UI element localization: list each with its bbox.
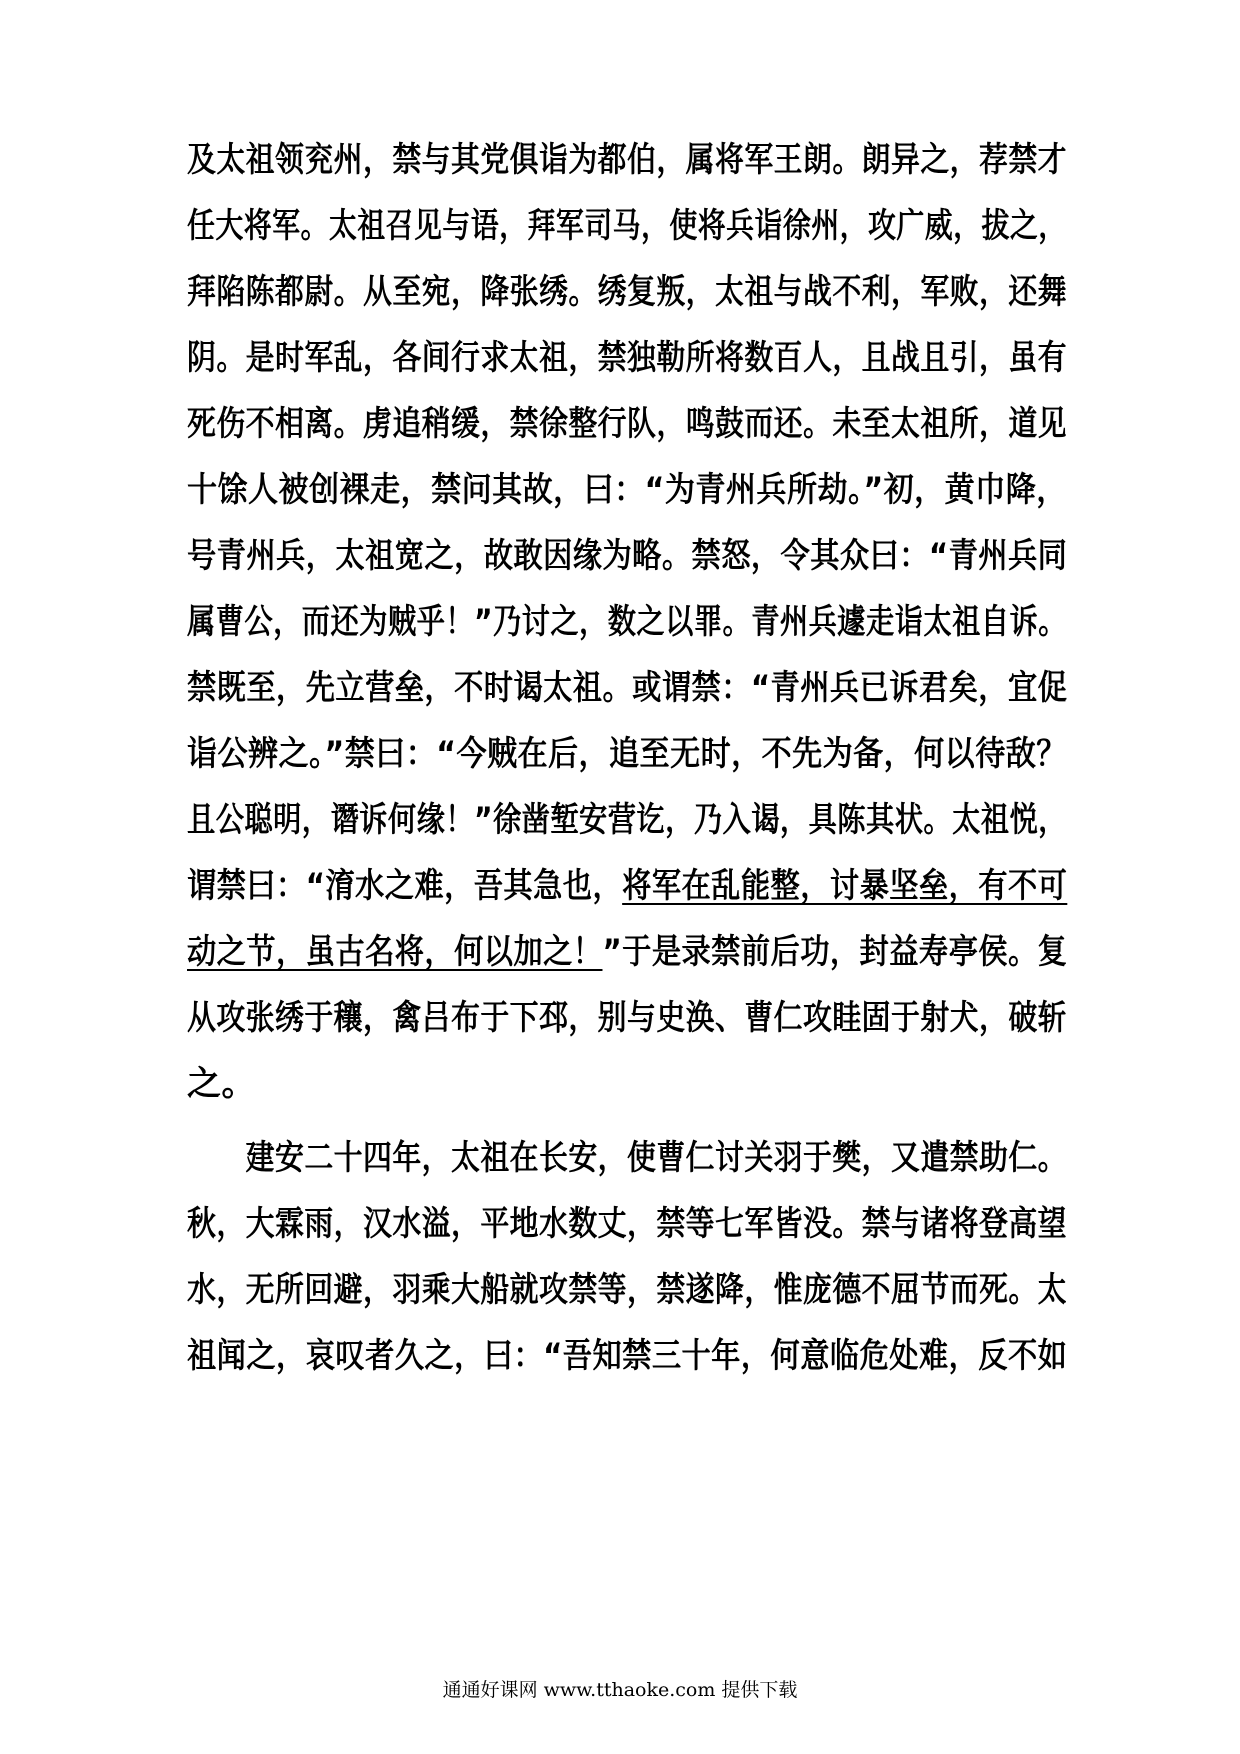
text-line-13	[187, 922, 1068, 982]
text-line-1: 及太祖领兖州，禁与其党俱诣为都伯，属将军王朗。朗异之，荐禁才	[187, 140, 1067, 180]
page-footer: 通通好课网 www.tthaoke.com 提供下载	[442, 1679, 798, 1701]
text-line-18: 水，无所回避，羽乘大船就攻禁等，禁遂降，惟庞德不屈节而死。太	[187, 1270, 1067, 1310]
text-line-7: 号青州兵，太祖宽之，故敢因缘为略。禁怒，令其众曰：“青州兵同	[187, 536, 1068, 576]
text-line-2: 任大将军。太祖召见与语，拜军司马，使将兵诣徐州，攻广威，拔之，	[187, 206, 1067, 246]
text-line-4: 阴。是时军乱，各间行求太祖，禁独勒所将数百人，且战且引，虽有	[187, 338, 1067, 378]
text-line-3: 拜陷陈都尉。从至宛，降张绣。绣复叛，太祖与战不利，军败，还舞	[187, 272, 1067, 312]
underlined-quote-part-1: 将军在乱能整，讨暴坚垒，有不可	[622, 866, 1068, 906]
text-line-16: 建安二十四年，太祖在长安，使曹仁讨关羽于樊，又遣禁助仁。	[187, 1138, 1067, 1178]
text-line-13-plain: ”于是录禁前后功，封益寿亭侯。复	[602, 932, 1068, 972]
text-line-12	[187, 856, 1068, 916]
text-line-19: 祖闻之，哀叹者久之，曰：“吾知禁三十年，何意临危处难，反不如	[187, 1336, 1068, 1376]
text-line-14: 从攻张绣于穰，禽吕布于下邳，别与史涣、曹仁攻眭固于射犬，破斩	[187, 998, 1067, 1038]
underlined-quote-part-2: 动之节，虽古名将，何以加之！	[187, 932, 603, 972]
text-line-15: 之。	[187, 1064, 256, 1104]
text-line-8: 属曹公，而还为贼乎！”乃讨之，数之以罪。青州兵遽走诣太祖自诉。	[187, 602, 1067, 642]
text-line-11: 且公聪明，谮诉何缘！”徐凿堑安营讫，乃入谒，具陈其状。太祖悦，	[187, 800, 1067, 840]
text-line-10: 诣公辨之。”禁曰：“今贼在后，追至无时，不先为备，何以待敌？	[187, 734, 1067, 774]
text-line-17: 秋，大霖雨，汉水溢，平地水数丈，禁等七军皆没。禁与诸将登高望	[187, 1204, 1067, 1244]
text-line-9: 禁既至，先立营垒，不时谒太祖。或谓禁：“青州兵已诉君矣，宜促	[187, 668, 1068, 708]
text-line-5: 死伤不相离。虏追稍缓，禁徐整行队，鸣鼓而还。未至太祖所，道见	[187, 404, 1067, 444]
text-line-6: 十馀人被创裸走，禁问其故，曰：“为青州兵所劫。”初，黄巾降，	[187, 470, 1067, 510]
text-line-12-plain: 谓禁曰：“淯水之难，吾其急也，	[187, 866, 623, 906]
